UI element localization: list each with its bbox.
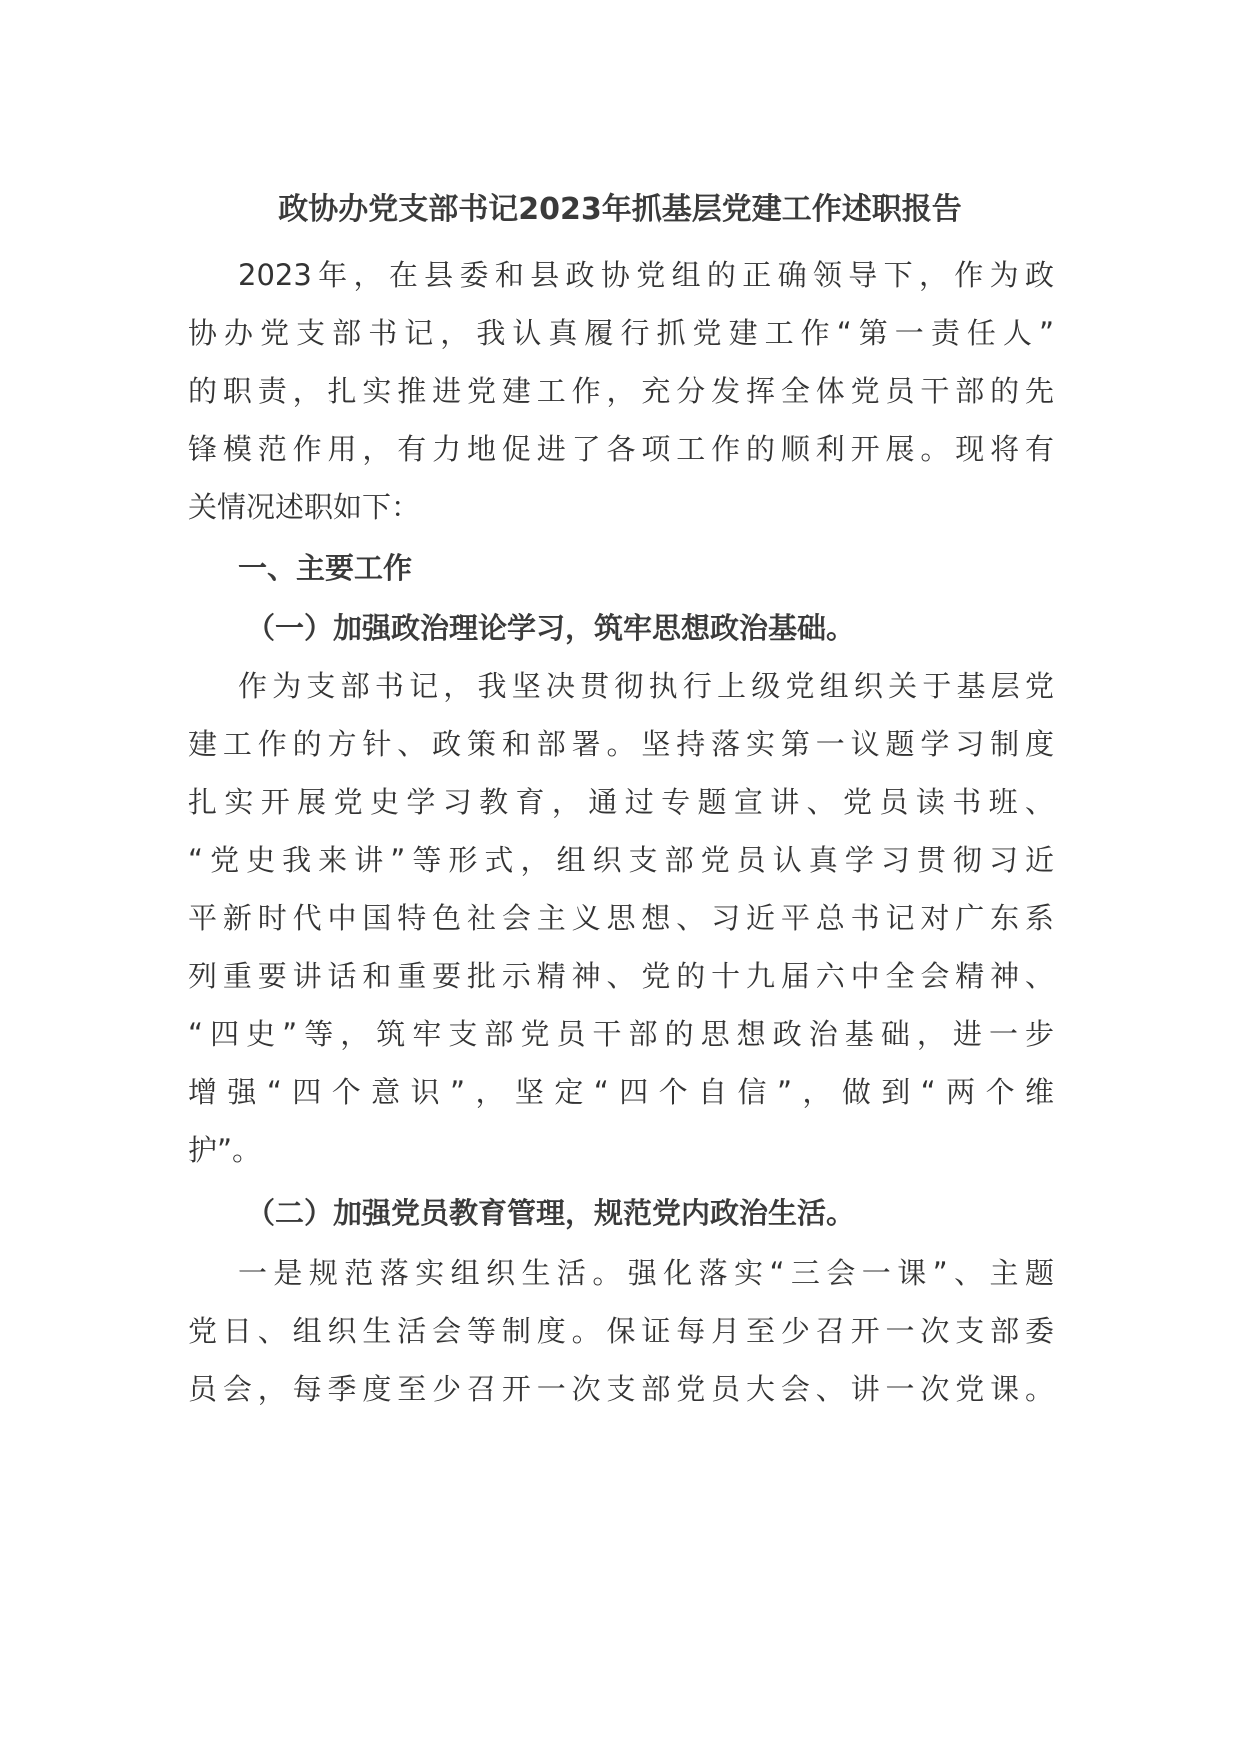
paragraph-line: 增强“四个意识”，坚定“四个自信”，做到“两个维: [188, 1075, 1054, 1109]
paragraph-line: 建工作的方针、政策和部署。坚持落实第一议题学习制度: [188, 727, 1054, 761]
document-title: 政协办党支部书记2023年抓基层党建工作述职报告: [278, 192, 962, 227]
paragraph-line: 协办党支部书记，我认真履行抓党建工作“第一责任人”: [188, 316, 1054, 350]
paragraph-line: 锋模范作用，有力地促进了各项工作的顺利开展。现将有: [188, 432, 1054, 466]
paragraph-line: 2023年，在县委和县政协党组的正确领导下，作为政: [238, 258, 1054, 292]
subsection-heading: （一）加强政治理论学习，筑牢思想政治基础。: [246, 611, 856, 645]
paragraph-line: 作为支部书记，我坚决贯彻执行上级党组织关于基层党: [238, 669, 1054, 703]
section-heading: 一、主要工作: [238, 551, 413, 585]
paragraph-line: 扎实开展党史学习教育，通过专题宣讲、党员读书班、: [188, 785, 1054, 819]
paragraph-line: 护”。: [188, 1133, 262, 1167]
paragraph-line: 党日、组织生活会等制度。保证每月至少召开一次支部委: [188, 1314, 1054, 1348]
paragraph-line: 员会，每季度至少召开一次支部党员大会、讲一次党课。: [188, 1372, 1054, 1406]
paragraph-line: 一是规范落实组织生活。强化落实“三会一课”、主题: [238, 1256, 1054, 1290]
paragraph-line: 列重要讲话和重要批示精神、党的十九届六中全会精神、: [188, 959, 1054, 993]
paragraph-line: 关情况述职如下：: [188, 490, 421, 524]
subsection-heading: （二）加强党员教育管理，规范党内政治生活。: [246, 1196, 856, 1230]
paragraph-line: 的职责，扎实推进党建工作，充分发挥全体党员干部的先: [188, 374, 1054, 408]
paragraph-line: “党史我来讲”等形式，组织支部党员认真学习贯彻习近: [188, 843, 1054, 877]
paragraph-line: 平新时代中国特色社会主义思想、习近平总书记对广东系: [188, 901, 1054, 935]
paragraph-line: “四史”等，筑牢支部党员干部的思想政治基础，进一步: [188, 1017, 1054, 1051]
